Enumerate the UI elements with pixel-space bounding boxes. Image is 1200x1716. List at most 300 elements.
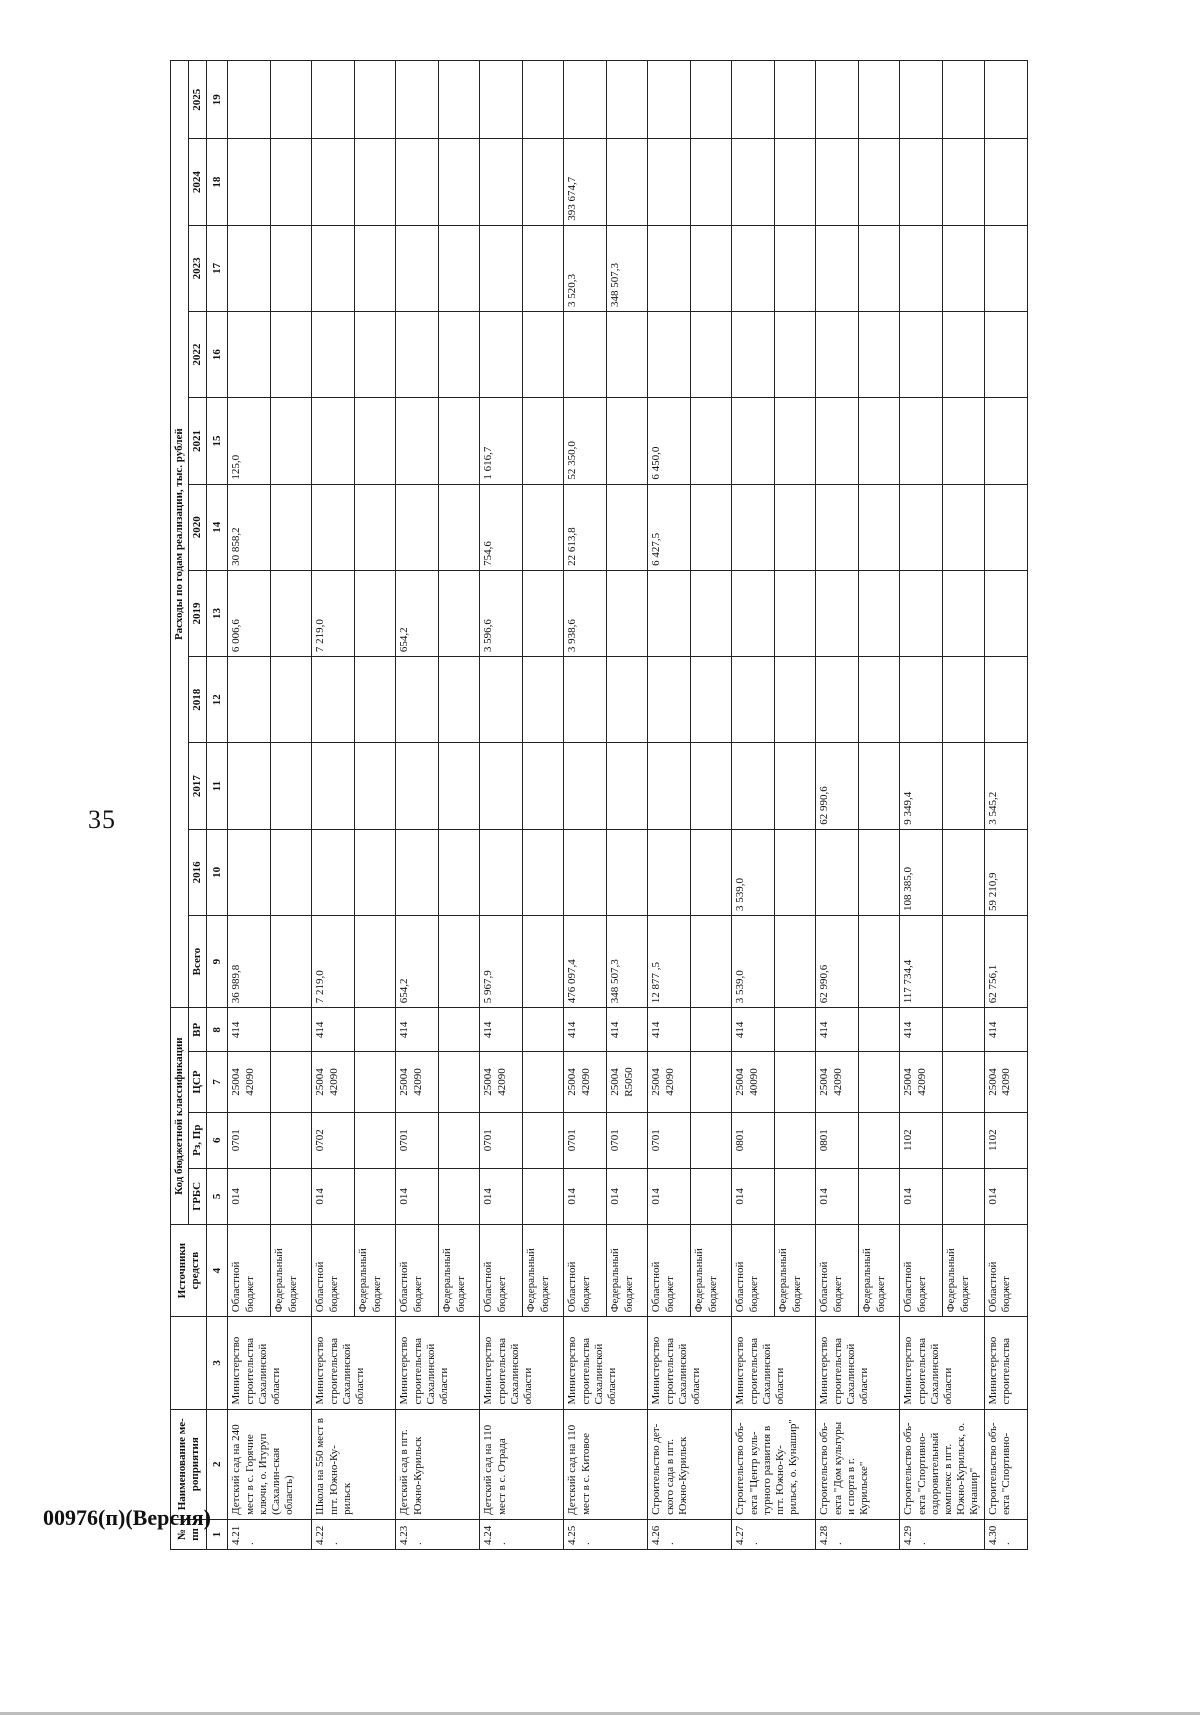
total-amount: 5 967,9 [480, 915, 523, 1007]
vr-code: 414 [900, 1008, 943, 1052]
year-amount: 9 349,4 [900, 743, 943, 829]
grbs-code: 014 [648, 1168, 691, 1224]
rzpr-code [271, 1112, 312, 1168]
year-amount [648, 743, 691, 829]
year-amount [984, 484, 1027, 570]
year-amount [312, 484, 355, 570]
year-amount [775, 657, 816, 743]
year-amount [480, 225, 523, 311]
funding-source: Областной бюджет [900, 1224, 943, 1316]
year-amount [271, 743, 312, 829]
column-number: 15 [207, 398, 228, 484]
rzpr-code: 0701 [480, 1112, 523, 1168]
year-amount: 3 539,0 [732, 829, 775, 915]
column-number: 5 [207, 1168, 228, 1224]
year-amount [691, 829, 732, 915]
vr-code [355, 1008, 396, 1052]
year-amount [775, 398, 816, 484]
year-amount [312, 829, 355, 915]
year-amount [859, 829, 900, 915]
year-amount [523, 312, 564, 398]
year-amount: 348 507,3 [607, 225, 648, 311]
year-amount [816, 139, 859, 225]
responsible-org: Министерство строительства Сахалинской области [564, 1317, 648, 1409]
year-amount [732, 225, 775, 311]
grbs-code: 014 [816, 1168, 859, 1224]
scan-edge-line [0, 1712, 1200, 1715]
year-amount [984, 570, 1027, 656]
year-amount [943, 484, 984, 570]
year-amount [691, 570, 732, 656]
csr-code: 25004 42090 [312, 1052, 355, 1112]
year-amount [355, 570, 396, 656]
year-amount: 52 350,0 [564, 398, 607, 484]
year-amount: 3 938,6 [564, 570, 607, 656]
year-amount: 6 006,6 [228, 570, 271, 656]
grbs-code [439, 1168, 480, 1224]
year-amount [691, 139, 732, 225]
year-amount [564, 61, 607, 139]
year-amount [816, 312, 859, 398]
year-amount [271, 484, 312, 570]
responsible-org: Министерство строительства Сахалинской области [900, 1317, 984, 1409]
year-amount [355, 61, 396, 139]
year-amount [648, 829, 691, 915]
header-year: 2022 [189, 312, 207, 398]
activity-name: Детский сад на 240 мест в с. Горячие ключи, о. Итуруп (Сахалин-ская область) [228, 1409, 312, 1519]
grbs-code: 014 [732, 1168, 775, 1224]
year-amount: 6 427,5 [648, 484, 691, 570]
year-amount [523, 139, 564, 225]
responsible-org: Министерство строительства Сахалинской области [480, 1317, 564, 1409]
column-number: 19 [207, 61, 228, 139]
funding-source: Федеральный бюджет [775, 1224, 816, 1316]
column-number: 12 [207, 657, 228, 743]
year-amount [480, 657, 523, 743]
year-amount [312, 225, 355, 311]
header-year: 2024 [189, 139, 207, 225]
funding-source: Федеральный бюджет [859, 1224, 900, 1316]
vr-code: 414 [607, 1008, 648, 1052]
year-amount [984, 398, 1027, 484]
total-amount: 476 097,4 [564, 915, 607, 1007]
rzpr-code [775, 1112, 816, 1168]
vr-code [271, 1008, 312, 1052]
vr-code: 414 [648, 1008, 691, 1052]
year-amount: 59 210,9 [984, 829, 1027, 915]
year-amount [691, 484, 732, 570]
year-amount [564, 743, 607, 829]
csr-code [271, 1052, 312, 1112]
vr-code: 414 [732, 1008, 775, 1052]
year-amount [984, 61, 1027, 139]
page-number: 35 [88, 805, 116, 834]
year-amount [943, 743, 984, 829]
rzpr-code: 0801 [732, 1112, 775, 1168]
year-amount [859, 312, 900, 398]
year-amount [648, 61, 691, 139]
csr-code: 25004 42090 [816, 1052, 859, 1112]
header-year: 2020 [189, 484, 207, 570]
header-year: 2023 [189, 225, 207, 311]
year-amount [775, 484, 816, 570]
year-amount: 754,6 [480, 484, 523, 570]
year-amount [859, 139, 900, 225]
year-amount [396, 312, 439, 398]
grbs-code: 014 [607, 1168, 648, 1224]
year-amount: 1 616,7 [480, 398, 523, 484]
year-amount [312, 657, 355, 743]
year-amount [228, 743, 271, 829]
year-amount [439, 570, 480, 656]
total-amount [523, 915, 564, 1007]
year-amount [648, 312, 691, 398]
year-amount: 108 385,0 [900, 829, 943, 915]
year-amount [228, 829, 271, 915]
header-years-group: Расходы по годам реализации, тыс. рублей [171, 61, 189, 1008]
vr-code: 414 [984, 1008, 1027, 1052]
year-amount [859, 743, 900, 829]
year-amount [355, 312, 396, 398]
csr-code: 25004 42090 [984, 1052, 1027, 1112]
header-year: 2019 [189, 570, 207, 656]
row-number: 4.25. [564, 1519, 648, 1549]
year-amount [775, 743, 816, 829]
funding-source: Областной бюджет [984, 1224, 1027, 1316]
column-number: 11 [207, 743, 228, 829]
year-amount [691, 398, 732, 484]
column-number: 4 [207, 1224, 228, 1316]
vr-code [943, 1008, 984, 1052]
year-amount [355, 225, 396, 311]
activity-name: Строительство объ-екта "Центр куль-турного развития в пгт. Южно-Ку-рильск, о. Кунашир" [732, 1409, 816, 1519]
year-amount [691, 743, 732, 829]
grbs-code [775, 1168, 816, 1224]
year-amount [271, 398, 312, 484]
rzpr-code [523, 1112, 564, 1168]
column-number: 14 [207, 484, 228, 570]
year-amount [691, 225, 732, 311]
responsible-org: Министерство строительства Сахалинской области [816, 1317, 900, 1409]
year-amount [228, 61, 271, 139]
header-rzpr: Рз, Пр [189, 1112, 207, 1168]
total-amount [943, 915, 984, 1007]
year-amount [984, 312, 1027, 398]
year-amount [859, 570, 900, 656]
row-number: 4.27. [732, 1519, 816, 1549]
header-budget-group: Код бюджетной классификации [171, 1008, 189, 1225]
vr-code: 414 [396, 1008, 439, 1052]
year-amount [396, 829, 439, 915]
row-number: 4.28. [816, 1519, 900, 1549]
table-body [228, 61, 1027, 1550]
csr-code [355, 1052, 396, 1112]
activity-name: Строительство объ-екта "Спортивно-оздоровительный комплекс в пгт. Южно-Курильск, о. Кунашир" [900, 1409, 984, 1519]
total-amount [775, 915, 816, 1007]
row-number: 4.30. [984, 1519, 1027, 1549]
year-amount [816, 484, 859, 570]
total-amount [439, 915, 480, 1007]
header-col3 [171, 1317, 207, 1409]
funding-source: Федеральный бюджет [439, 1224, 480, 1316]
year-amount [607, 139, 648, 225]
year-amount [859, 225, 900, 311]
header-year: 2018 [189, 657, 207, 743]
table-row [312, 61, 355, 1550]
year-amount [607, 829, 648, 915]
grbs-code [943, 1168, 984, 1224]
year-amount: 3 520,3 [564, 225, 607, 311]
rzpr-code: 0701 [648, 1112, 691, 1168]
csr-code [439, 1052, 480, 1112]
activity-name: Строительство объ-екта "Спортивно- [984, 1409, 1027, 1519]
total-amount: 3 539,0 [732, 915, 775, 1007]
year-amount [271, 657, 312, 743]
year-amount [523, 829, 564, 915]
year-amount [900, 139, 943, 225]
responsible-org: Министерство строительства Сахалинской области [312, 1317, 396, 1409]
year-amount [943, 139, 984, 225]
funding-source: Областной бюджет [564, 1224, 607, 1316]
total-amount: 654,2 [396, 915, 439, 1007]
vr-code [523, 1008, 564, 1052]
year-amount [564, 829, 607, 915]
total-amount: 7 219,0 [312, 915, 355, 1007]
year-amount [439, 743, 480, 829]
vr-code [775, 1008, 816, 1052]
column-number: 13 [207, 570, 228, 656]
header-name: Наименование ме-роприятия [171, 1409, 207, 1519]
year-amount [816, 61, 859, 139]
year-amount [648, 225, 691, 311]
year-amount [691, 312, 732, 398]
column-number: 2 [207, 1409, 228, 1519]
year-amount [439, 139, 480, 225]
year-amount [523, 61, 564, 139]
year-amount [607, 312, 648, 398]
year-amount [228, 657, 271, 743]
header-total: Всего [189, 915, 207, 1007]
vr-code: 414 [312, 1008, 355, 1052]
year-amount: 654,2 [396, 570, 439, 656]
header-year: 2016 [189, 829, 207, 915]
year-amount [732, 570, 775, 656]
rzpr-code [943, 1112, 984, 1168]
year-amount [859, 657, 900, 743]
column-number: 10 [207, 829, 228, 915]
budget-table [170, 60, 1028, 1550]
year-amount [396, 657, 439, 743]
rzpr-code: 0702 [312, 1112, 355, 1168]
year-amount [816, 398, 859, 484]
year-amount [523, 657, 564, 743]
column-number: 18 [207, 139, 228, 225]
year-amount: 3 596,6 [480, 570, 523, 656]
rzpr-code: 0701 [228, 1112, 271, 1168]
rzpr-code [439, 1112, 480, 1168]
year-amount [943, 225, 984, 311]
table-row [648, 61, 691, 1550]
year-amount [355, 743, 396, 829]
activity-name: Детский сад на 110 мест в с. Отрада [480, 1409, 564, 1519]
table-row [480, 61, 523, 1550]
csr-code [943, 1052, 984, 1112]
row-number: 4.29. [900, 1519, 984, 1549]
year-amount [439, 61, 480, 139]
vr-code: 414 [564, 1008, 607, 1052]
year-amount [523, 225, 564, 311]
year-amount [816, 657, 859, 743]
year-amount [607, 484, 648, 570]
year-amount [943, 61, 984, 139]
year-amount [312, 312, 355, 398]
header-grbs: ГРБС [189, 1168, 207, 1224]
activity-name: Строительство дет-ского сада в пгт. Южно-Курильск [648, 1409, 732, 1519]
year-amount: 22 613,8 [564, 484, 607, 570]
year-amount [439, 657, 480, 743]
activity-name: Строительство объ-екта "Дом культуры и спорта в г. Курильске" [816, 1409, 900, 1519]
column-number: 3 [207, 1317, 228, 1409]
year-amount [607, 61, 648, 139]
grbs-code: 014 [228, 1168, 271, 1224]
year-amount [943, 398, 984, 484]
year-amount [607, 657, 648, 743]
year-amount [480, 743, 523, 829]
year-amount [607, 743, 648, 829]
year-amount [900, 484, 943, 570]
year-amount [984, 139, 1027, 225]
funding-source: Федеральный бюджет [943, 1224, 984, 1316]
funding-source: Областной бюджет [228, 1224, 271, 1316]
year-amount [607, 570, 648, 656]
total-amount: 117 734,4 [900, 915, 943, 1007]
year-amount [312, 61, 355, 139]
year-amount [943, 829, 984, 915]
total-amount: 62 756,1 [984, 915, 1027, 1007]
year-amount [943, 570, 984, 656]
grbs-code [271, 1168, 312, 1224]
year-amount [355, 657, 396, 743]
rzpr-code [355, 1112, 396, 1168]
year-amount [775, 570, 816, 656]
header-year: 2017 [189, 743, 207, 829]
year-amount [607, 398, 648, 484]
funding-source: Федеральный бюджет [691, 1224, 732, 1316]
year-amount [271, 570, 312, 656]
year-amount [775, 312, 816, 398]
year-amount [396, 225, 439, 311]
vr-code [691, 1008, 732, 1052]
header-vr: ВР [189, 1008, 207, 1052]
total-amount [355, 915, 396, 1007]
year-amount [564, 312, 607, 398]
total-amount [271, 915, 312, 1007]
rzpr-code: 0701 [396, 1112, 439, 1168]
year-amount [355, 139, 396, 225]
budget-table-rotated [170, 60, 1070, 1550]
year-amount [396, 139, 439, 225]
year-amount [943, 312, 984, 398]
activity-name: Школа на 550 мест в пгт. Южно-Ку-рильск [312, 1409, 396, 1519]
year-amount [732, 743, 775, 829]
rzpr-code [691, 1112, 732, 1168]
csr-code: 25004 42090 [396, 1052, 439, 1112]
rzpr-code: 0801 [816, 1112, 859, 1168]
table-row [396, 61, 439, 1550]
year-amount [439, 225, 480, 311]
year-amount [396, 484, 439, 570]
year-amount [859, 484, 900, 570]
year-amount [228, 139, 271, 225]
year-amount [691, 61, 732, 139]
column-number: 7 [207, 1052, 228, 1112]
header-no: № пп [171, 1519, 207, 1549]
csr-code [859, 1052, 900, 1112]
year-amount [439, 398, 480, 484]
vr-code [859, 1008, 900, 1052]
year-amount [355, 484, 396, 570]
rzpr-code: 1102 [900, 1112, 943, 1168]
total-amount [859, 915, 900, 1007]
grbs-code: 014 [900, 1168, 943, 1224]
year-amount [439, 312, 480, 398]
year-amount [439, 829, 480, 915]
year-amount [312, 743, 355, 829]
column-number-row [207, 61, 228, 1550]
year-amount [775, 829, 816, 915]
rzpr-code [859, 1112, 900, 1168]
vr-code: 414 [816, 1008, 859, 1052]
year-amount [648, 139, 691, 225]
table-row [984, 61, 1027, 1550]
csr-code [775, 1052, 816, 1112]
table-row [816, 61, 859, 1550]
grbs-code: 014 [396, 1168, 439, 1224]
year-amount [271, 225, 312, 311]
csr-code: 25004 42090 [564, 1052, 607, 1112]
year-amount [859, 61, 900, 139]
grbs-code: 014 [984, 1168, 1027, 1224]
column-number: 6 [207, 1112, 228, 1168]
year-amount [900, 225, 943, 311]
table-row [732, 61, 775, 1550]
year-amount: 7 219,0 [312, 570, 355, 656]
activity-name: Детский сад в пгт. Южно-Курильск [396, 1409, 480, 1519]
vr-code: 414 [228, 1008, 271, 1052]
grbs-code: 014 [312, 1168, 355, 1224]
year-amount [523, 484, 564, 570]
grbs-code: 014 [564, 1168, 607, 1224]
year-amount [396, 398, 439, 484]
year-amount [816, 829, 859, 915]
csr-code: 25004 40090 [732, 1052, 775, 1112]
funding-source: Областной бюджет [732, 1224, 775, 1316]
total-amount: 62 990,6 [816, 915, 859, 1007]
column-number: 1 [207, 1519, 228, 1549]
year-amount [691, 657, 732, 743]
row-number: 4.21. [228, 1519, 312, 1549]
responsible-org: Министерство строительства Сахалинской области [396, 1317, 480, 1409]
year-amount [312, 139, 355, 225]
year-amount [480, 139, 523, 225]
year-amount [732, 61, 775, 139]
csr-code: 25004 42090 [480, 1052, 523, 1112]
row-number: 4.22. [312, 1519, 396, 1549]
row-number: 4.23. [396, 1519, 480, 1549]
rzpr-code: 0701 [564, 1112, 607, 1168]
year-amount [228, 312, 271, 398]
responsible-org: Министерство строительства Сахалинской области [648, 1317, 732, 1409]
